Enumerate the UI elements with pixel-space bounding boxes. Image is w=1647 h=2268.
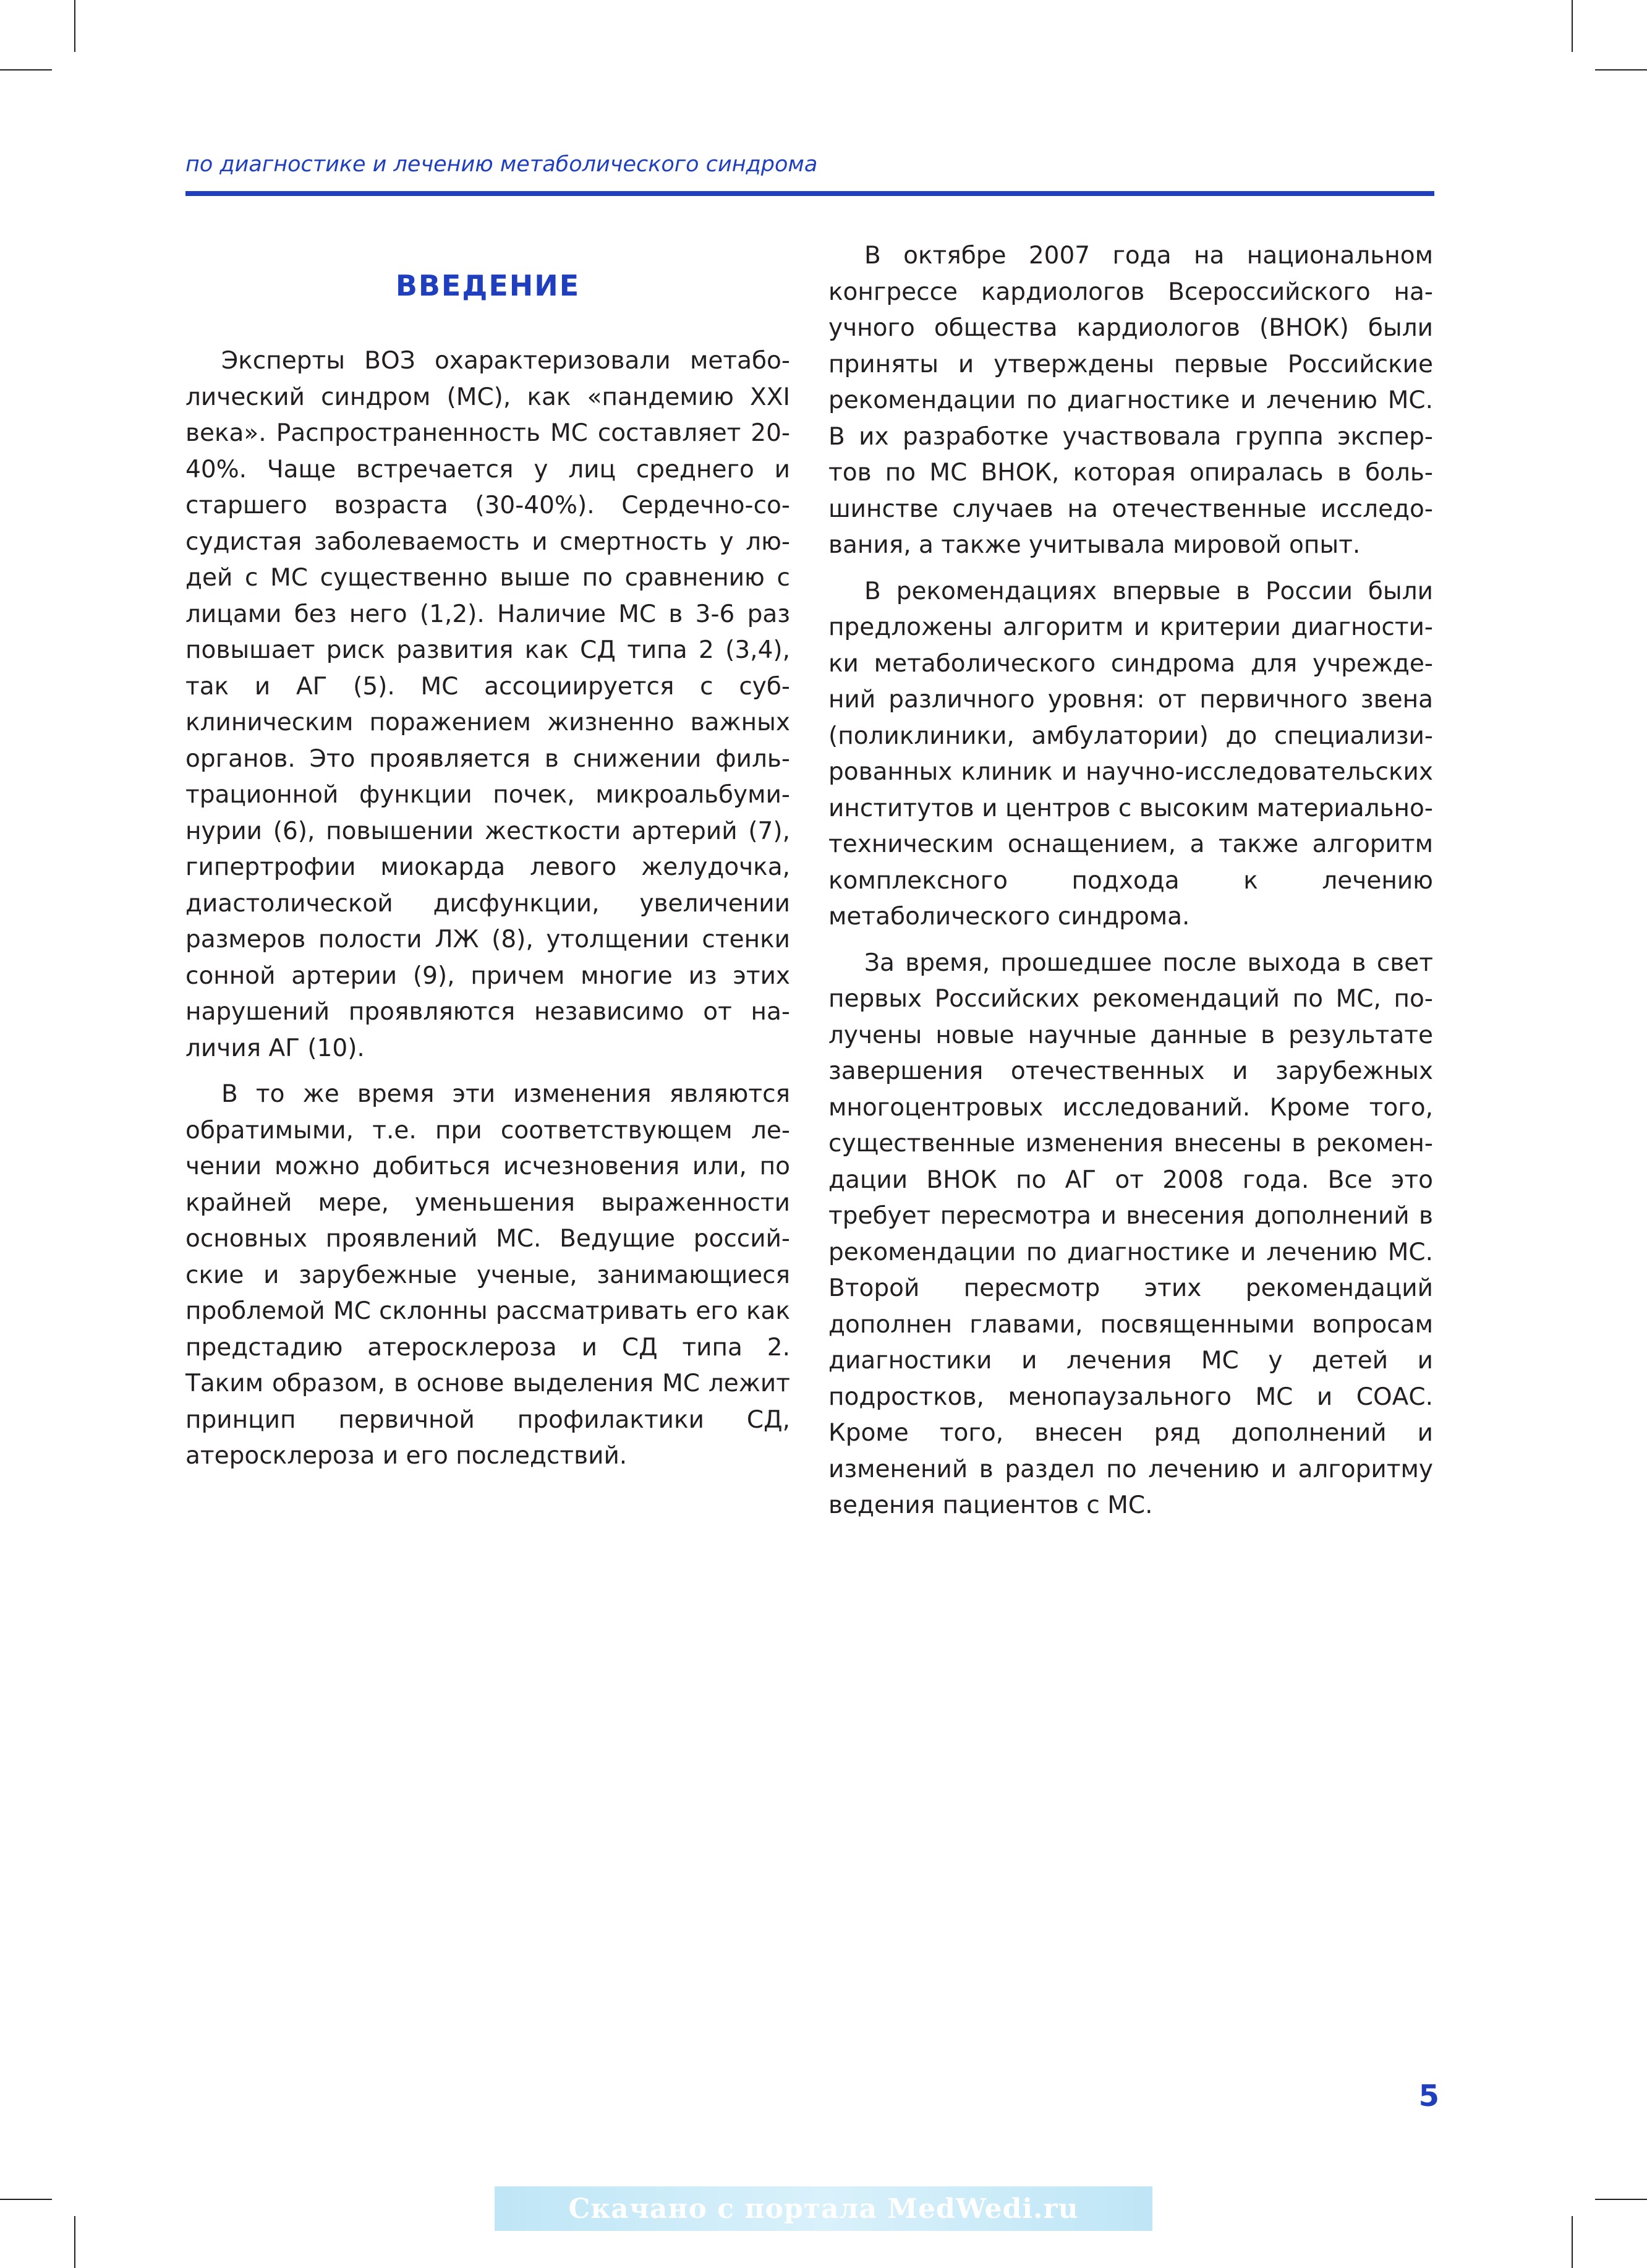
running-header: по диагностике и лечению метаболического синдрома [185,152,818,177]
page-number: 5 [1418,2079,1439,2113]
paragraph-right-2: В рекомендациях впервые в России были предложены алгоритм и критерии диагностики метаболического синдрома для учреждений различного уровня: от первичного звена (поликлиники, амбулатории) до специализированных клиник и научно-исследовательских институтов и центров с высоким материально-техническим оснащением, а также алгоритм комплексного подхода к лечению метаболического синдрома. [828,577,1433,931]
crop-mark-top-left-v [74,0,75,52]
watermark-banner [495,2186,1152,2231]
crop-mark-top-right-v [1572,0,1573,52]
watermark-text: Скачано с портала MedWedi.ru [568,2193,1079,2225]
paragraph-right-3: За время, прошедшее после выхода в свет первых Российских рекомендаций по МС, получены новые научные данные в результате завершения отечественных и зарубежных многоцентровых исследований. Кроме того, существенные изменения внесены в рекомендации ВНОК по АГ от 2008 года. Все это требует пересмотра и внесения дополнений в рекомендации по диагностике и лечению МС. Второй пересмотр этих рекомендаций дополнен главами, посвященными вопросам диагностики и лечения МС у детей и подростков, менопаузального МС и СОАС. Кроме того, внесен ряд дополнений и изменений в раздел по лечению и алгоритму ведения пациентов с МС. [828,949,1433,1519]
paragraph-left-1: Эксперты ВОЗ охарактеризовали метаболический синдром (МС), как «пандемию XXI века». Распространенность МС составляет 20-40%. Чаще встречается у лиц среднего и старшего возраста (30-40%). Сердечно-сосудистая заболеваемость и смертность у людей с МС существенно выше по сравнению с лицами без него (1,2). Наличие МС в 3-6 раз повышает риск развития как СД типа 2 (3,4), так и АГ (5). МС ассоциируется с субклиническим поражением жизненно важных органов. Это проявляется в снижении фильтрационной функции почек, микроальбуминурии (6), повышении жесткости артерий (7), гипертрофии миокарда левого желудочка, диастолической дисфункции, увеличении размеров полости ЛЖ (8), утолщении стенки сонной артерии (9), причем многие из этих нарушений проявляются независимо от наличия АГ (10). [185,347,790,1062]
paragraph-left-2: В то же время эти изменения являются обратимыми, т.е. при соответствующем лечении можно добиться исчезновения или, по крайней мере, уменьшения выраженности основных проявлений МС. Ведущие российские и зарубежные ученые, занимающиеся проблемой МС склонны рассматривать его как предстадию атеросклероза и СД типа 2. Таким образом, в основе выделения МС лежит принцип первичной профилактики СД, атеросклероза и его последствий. [185,1080,790,1470]
right-column [828,238,1433,1534]
crop-mark-bottom-left-v [74,2216,75,2268]
header-rule [185,191,1434,196]
crop-mark-top-left-h [0,69,52,70]
crop-mark-bottom-left-h [0,2199,52,2200]
section-title: ВВЕДЕНИЕ [395,269,581,302]
left-column [185,238,790,1485]
crop-mark-top-right-h [1595,69,1647,70]
crop-mark-bottom-right-v [1572,2216,1573,2268]
crop-mark-bottom-right-h [1595,2199,1647,2200]
paragraph-right-1: В октябре 2007 года на национальном конгрессе кардиологов Всероссийского научного общества кардиологов (ВНОК) были приняты и утверждены первые Российские рекомендации по диагностике и лечению МС. В их разработке участвовала группа экспертов по МС ВНОК, которая опиралась в большинстве случаев на отечественные исследования, а также учитывала мировой опыт. [828,242,1433,559]
